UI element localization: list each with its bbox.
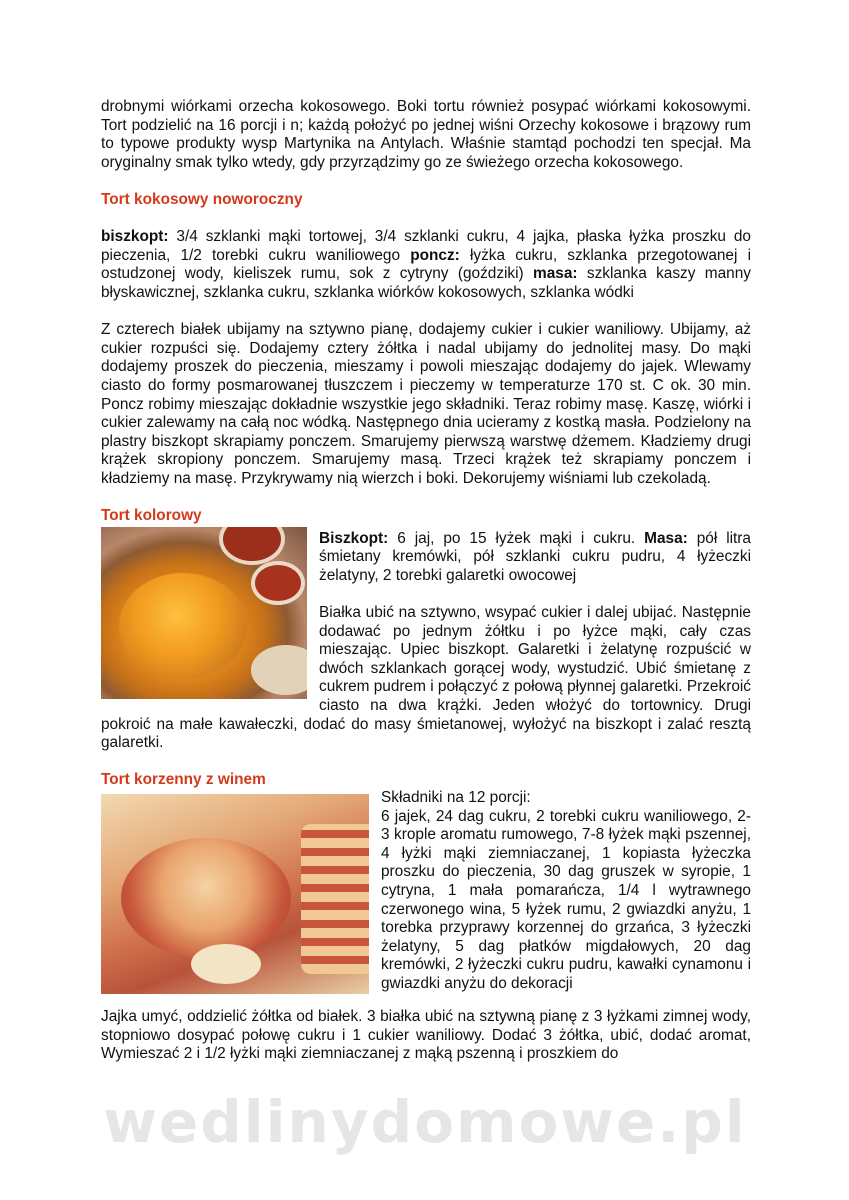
ingredients-paragraph (101, 228, 751, 302)
ingredients-paragraph: 6 jajek, 24 dag cukru, 2 torebki cukru waniliowego, 2-3 krople aromatu rumowego, 7-8 łyżek mąki pszennej, 4 łyżki mąki ziemniaczanej, 1 kopiasta łyżeczka proszku do pieczenia, 30 dag gruszek w syropie, 1 cytryna, 1 mała pomarańcza, 1/4 l wytrawnego czerwonego wina, 5 łyżek rumu, 2 gwiazdki anyżu, 1 torebka przyprawy korzennej do grzańca, 3 łyżeczki żelatyny, 5 dag płatków migdałowych, 20 dag kremówki, 2 łyżeczki cukru pudru, kawałki cynamonu i gwiazdki anyżu do dekoracji (381, 807, 751, 992)
method-paragraph: Białka ubić na sztywno, wsypać cukier i dalej ubijać. Następnie dodawać po jednym żółtku i po łyżce mąki, cały czas mieszając. Upiec biszkopt. Galaretki i żelatynę rozpuścić w dwóch szklankach gorącej wody, wystudzić. Ubić śmietanę z cukrem pudrem i połączyć z połową płynnej galaretki. Przekroić ciasto na dwa krążki. Jeden włożyć do tortownicy. Drugi pokroić na małe kawałeczki, dodać do masy śmietanowej, wyłożyć na biszkopt i zalać resztą galaretki. (101, 604, 751, 752)
text-poncz: łyżka cukru, szklanka przegotowanej i ostudzonej wody, kieliszek rumu, sok z cytryny (goździki) (101, 246, 751, 283)
text-biszkopt: 6 jaj, po 15 łyżek mąki i cukru. (388, 529, 645, 547)
watermark: wedlinydomowe.pl (103, 1088, 747, 1156)
section-title-tort-kokosowy: Tort kokosowy noworoczny (101, 190, 303, 208)
ingredients-header: Składniki na 12 porcji: (381, 788, 531, 806)
method-paragraph: Z czterech białek ubijamy na sztywno pianę, dodajemy cukier i cukier waniliowy. Ubijamy, aż cukier rozpuści się. Dodajemy cztery żółtka i nadal ubijamy do jednolitej masy. Do mąki dodajemy proszek do pieczenia, mieszamy i powoli mieszając dodajemy do jajek. Wlewamy ciasto do formy posmarowanej tłuszczem i pieczemy w temperaturze 170 st. C ok. 30 min. Poncz robimy mieszając dokładnie wszystkie jego składniki. Teraz robimy masę. Kaszę, wiórki i cukier zalewamy na całą noc wódką. Następnego dnia ucieramy z kostką masła. Podzielony na plastry biszkopt skrapiamy ponczem. Smarujemy pierwszą warstwę dżemem. Kładziemy drugi krążek skropiony ponczem. Smarujemy masą. Trzeci krążek też skrapiamy ponczem i kładziemy na masę. Przykrywamy nią wierzch i boki. Dekorujemy wiśniami lub czekoladą. (101, 321, 751, 487)
cake-photo-korzenny (101, 794, 369, 994)
text-masa: pół litra śmietany kremówki, pół szklanki cukru pudru, 4 łyżeczki żelatyny, 2 torebki galaretki owocowej (319, 529, 751, 584)
method-paragraph: Jajka umyć, oddzielić żółtka od białek. 3 białka ubić na sztywną pianę z 3 łyżkami zimnej wody, stopniowo dosypać połowę cukru i 1 cukier waniliowy. Dodać 3 żółtka, ubić, dodać aromat, Wymieszać 2 i 1/2 łyżki mąki ziemniaczanej z mąką pszenną i proszkiem do (101, 1007, 751, 1063)
label-biszkopt: Biszkopt: (319, 529, 389, 547)
section-title-tort-korzenny: Tort korzenny z winem (101, 771, 266, 789)
text-masa: szklanka kaszy manny błyskawicznej, szklanka cukru, szklanka wiórków kokosowych, szklanka wódki (101, 265, 751, 301)
section-title-tort-kolorowy: Tort kolorowy (101, 507, 202, 525)
label-biszkopt: biszkopt: (101, 228, 169, 246)
label-poncz: poncz: (410, 246, 460, 264)
document-page (101, 98, 751, 1064)
text-biszkopt: 3/4 szklanki mąki tortowej, 3/4 szklanki cukru, 4 jajka, płaska łyżka proszku do pieczenia, 1/2 torebki cukru waniliowego (101, 228, 751, 264)
label-masa: masa: (533, 265, 578, 283)
label-masa: Masa: (644, 529, 688, 547)
intro-paragraph: drobnymi wiórkami orzecha kokosowego. Boki tortu również posypać wiórkami kokosowymi. Tort podzielić na 16 porcji i n; każdą położyć po jednej wiśni Orzechy kokosowe i brązowy rum to typowe produkty wysp Martynika na Antylach. Właśnie stamtąd pochodzi ten specjał. Ma oryginalny smak tylko wtedy, gdy przyrządzimy go ze świeżego orzecha kokosowego. (101, 98, 751, 171)
cake-photo-kolorowy (101, 527, 307, 699)
